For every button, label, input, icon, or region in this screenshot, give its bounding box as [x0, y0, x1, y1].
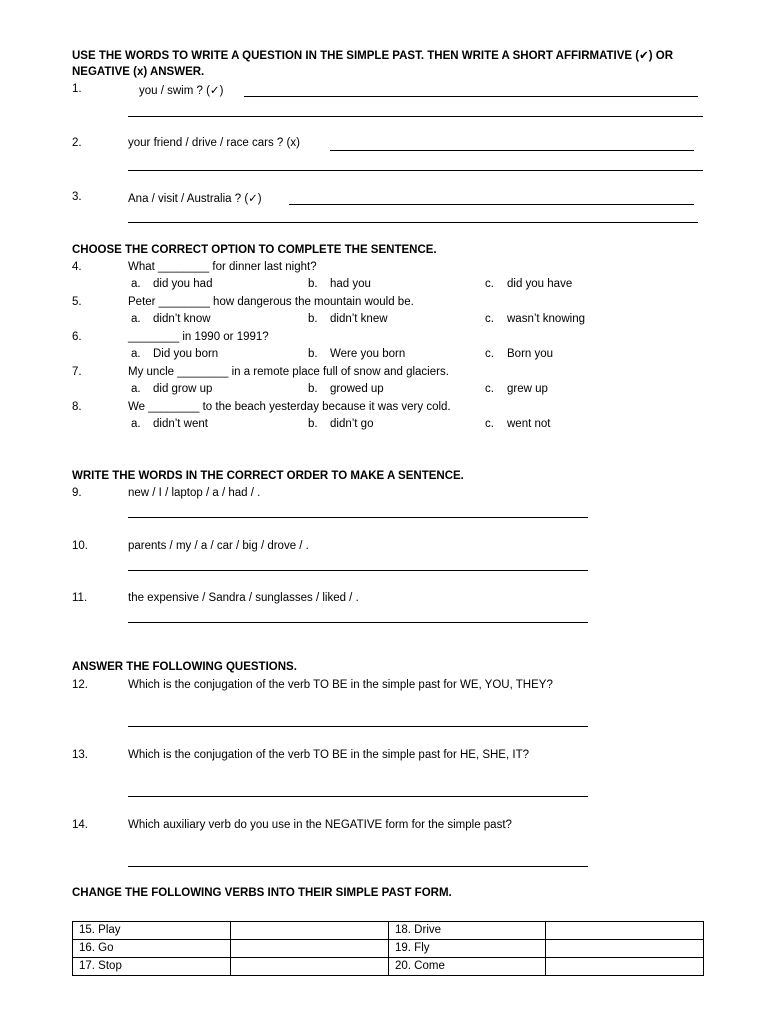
option-a[interactable]: Did you born: [153, 348, 219, 360]
option-b-letter[interactable]: b.: [308, 313, 318, 325]
section2-heading: CHOOSE THE CORRECT OPTION TO COMPLETE THE SENTENCE.: [72, 244, 437, 256]
item-number: 5.: [72, 296, 82, 308]
option-b-letter[interactable]: b.: [308, 348, 318, 360]
answer-line[interactable]: [330, 150, 694, 151]
option-c-letter[interactable]: c.: [485, 313, 494, 325]
section1-heading-line2: NEGATIVE (x) ANSWER.: [72, 66, 205, 78]
option-a[interactable]: did grow up: [153, 383, 213, 395]
item-number: 11.: [72, 592, 88, 604]
option-b-letter[interactable]: b.: [308, 278, 318, 290]
item-number: 7.: [72, 366, 82, 378]
answer-cell[interactable]: [231, 940, 389, 958]
item-number: 3.: [72, 191, 82, 203]
question-text: Which auxiliary verb do you use in the NEGATIVE form for the simple past?: [128, 819, 512, 831]
option-b[interactable]: growed up: [330, 383, 384, 395]
option-a[interactable]: didn’t went: [153, 418, 208, 430]
item-number: 13.: [72, 749, 88, 761]
section4-heading: ANSWER THE FOLLOWING QUESTIONS.: [72, 661, 297, 673]
section1-heading-line1: USE THE WORDS TO WRITE A QUESTION IN THE SIMPLE PAST. THEN WRITE A SHORT AFFIRMATIVE (✔) OR: [72, 50, 674, 62]
answer-cell[interactable]: [546, 922, 704, 940]
option-c-letter[interactable]: c.: [485, 348, 494, 360]
answer-line[interactable]: [128, 570, 588, 571]
item-number: 2.: [72, 137, 82, 149]
item-stem: What ________ for dinner last night?: [128, 261, 317, 273]
item-stem: We ________ to the beach yesterday because it was very cold.: [128, 401, 451, 413]
item-number: 12.: [72, 679, 88, 691]
option-c-letter[interactable]: c.: [485, 418, 494, 430]
verb-cell: 16. Go: [73, 940, 231, 958]
item-stem: Peter ________ how dangerous the mountain would be.: [128, 296, 414, 308]
answer-line[interactable]: [128, 622, 588, 623]
verb-cell: 20. Come: [389, 958, 546, 976]
option-c-letter[interactable]: c.: [485, 383, 494, 395]
item-prompt: Ana / visit / Australia ? (✓): [128, 193, 262, 205]
answer-line[interactable]: [128, 116, 703, 117]
answer-cell[interactable]: [231, 922, 389, 940]
item-prompt: the expensive / Sandra / sunglasses / liked / .: [128, 592, 359, 604]
item-prompt: you / swim ? (✓): [139, 85, 224, 97]
option-a-letter[interactable]: a.: [131, 418, 141, 430]
verb-cell: 17. Stop: [73, 958, 231, 976]
option-c[interactable]: did you have: [507, 278, 573, 290]
verb-cell: 18. Drive: [389, 922, 546, 940]
answer-line[interactable]: [244, 96, 698, 97]
option-c[interactable]: went not: [507, 418, 551, 430]
option-b-letter[interactable]: b.: [308, 383, 318, 395]
item-stem: My uncle ________ in a remote place full of snow and glaciers.: [128, 366, 449, 378]
item-number: 10.: [72, 540, 88, 552]
option-b[interactable]: had you: [330, 278, 371, 290]
table-row: [73, 958, 704, 976]
table-row: [73, 940, 704, 958]
answer-line[interactable]: [128, 170, 703, 171]
question-text: Which is the conjugation of the verb TO BE in the simple past for WE, YOU, THEY?: [128, 679, 553, 691]
option-a-letter[interactable]: a.: [131, 348, 141, 360]
answer-line[interactable]: [128, 222, 698, 223]
item-prompt: your friend / drive / race cars ? (x): [128, 137, 300, 149]
option-b[interactable]: didn’t go: [330, 418, 374, 430]
answer-line[interactable]: [128, 517, 588, 518]
option-a-letter[interactable]: a.: [131, 278, 141, 290]
item-number: 4.: [72, 261, 82, 273]
item-prompt: new / I / laptop / a / had / .: [128, 487, 261, 499]
section5-heading: CHANGE THE FOLLOWING VERBS INTO THEIR SIMPLE PAST FORM.: [72, 887, 452, 899]
item-number: 1.: [72, 83, 82, 95]
option-c[interactable]: Born you: [507, 348, 554, 360]
item-number: 9.: [72, 487, 82, 499]
option-a-letter[interactable]: a.: [131, 313, 141, 325]
item-number: 14.: [72, 819, 88, 831]
option-b-letter[interactable]: b.: [308, 418, 318, 430]
item-number: 6.: [72, 331, 82, 343]
answer-line[interactable]: [128, 726, 588, 727]
section3-heading: WRITE THE WORDS IN THE CORRECT ORDER TO MAKE A SENTENCE.: [72, 470, 464, 482]
question-text: Which is the conjugation of the verb TO BE in the simple past for HE, SHE, IT?: [128, 749, 529, 761]
option-a[interactable]: didn’t know: [153, 313, 211, 325]
option-a[interactable]: did you had: [153, 278, 213, 290]
answer-cell[interactable]: [546, 940, 704, 958]
answer-cell[interactable]: [546, 958, 704, 976]
answer-line[interactable]: [289, 204, 694, 205]
item-stem: ________ in 1990 or 1991?: [128, 331, 269, 343]
option-c[interactable]: wasn’t knowing: [507, 313, 585, 325]
option-b[interactable]: didn’t knew: [330, 313, 388, 325]
item-prompt: parents / my / a / car / big / drove / .: [128, 540, 309, 552]
verb-cell: 19. Fly: [389, 940, 546, 958]
verbs-table: [72, 921, 704, 976]
verb-cell: 15. Play: [73, 922, 231, 940]
option-c-letter[interactable]: c.: [485, 278, 494, 290]
item-number: 8.: [72, 401, 82, 413]
option-a-letter[interactable]: a.: [131, 383, 141, 395]
option-b[interactable]: Were you born: [330, 348, 406, 360]
option-c[interactable]: grew up: [507, 383, 548, 395]
answer-line[interactable]: [128, 866, 588, 867]
answer-cell[interactable]: [231, 958, 389, 976]
table-row: [73, 922, 704, 940]
answer-line[interactable]: [128, 796, 588, 797]
